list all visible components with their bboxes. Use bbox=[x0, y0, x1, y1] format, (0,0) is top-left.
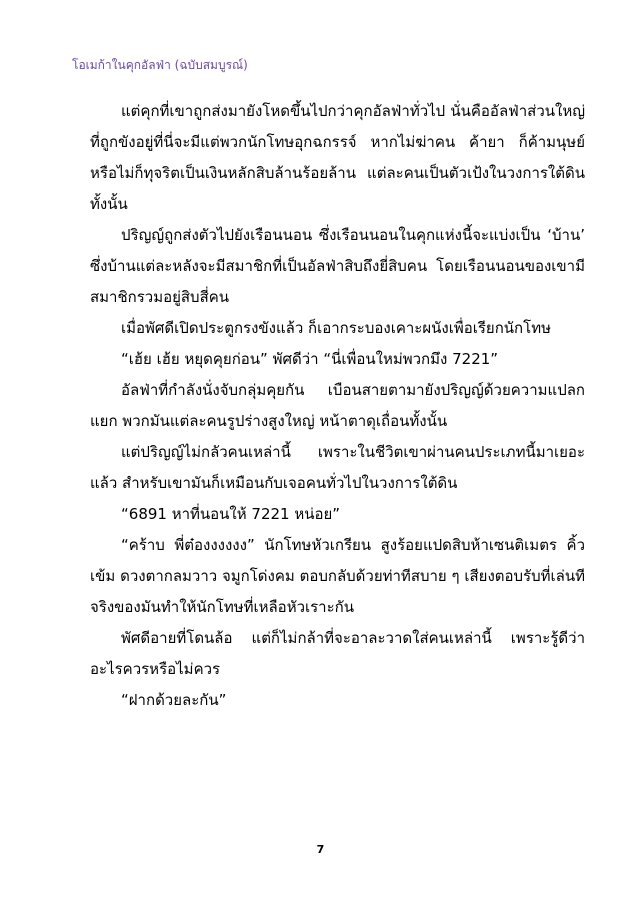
body-text bbox=[90, 96, 585, 716]
paragraph: “คร้าบ พี่ต๋องงงงงง” นักโทษหัวเกรียน สูงร้อยแปดสิบห้าเซนติเมตร คิ้วเข้ม ดวงตากลมวาว จมูกโด่งคม ตอบกลับด้วยท่าทีสบาย ๆ เสียงตอบรับที่เล่นทีจริงของมันทำให้นักโทษที่เหลือหัวเราะกัน bbox=[90, 536, 585, 616]
paragraph: อัลฟ่าที่กำลังนั่งจับกลุ่มคุยกัน เบือนสายตามายังปริญญ์ด้วยความแปลกแยก พวกมันแต่ละคนรูปร่างสูงใหญ่ หน้าตาดุเถื่อนทั้งนั้น bbox=[90, 381, 585, 430]
paragraph: แต่คุกที่เขาถูกส่งมายังโหดขึ้นไปกว่าคุกอัลฟ่าทั่วไป นั่นคืออัลฟ่าส่วนใหญ่ที่ถูกขังอยู่ที่นี่จะมีแต่พวกนักโทษอุกฉกรรจ์ หากไม่ฆ่าคน ค้ายา ก็ค้ามนุษย์ หรือไม่ก็ทุจริตเป็นเงินหลักสิบล้านร้อยล้าน แต่ละคนเป็นตัวเป้งในวงการใต้ดินทั้งนั้น bbox=[90, 102, 585, 213]
page-number: 7 bbox=[316, 843, 325, 856]
paragraph: “เฮ้ย เฮ้ย หยุดคุยก่อน” พัศดีว่า “นี่เพื่อนใหม่พวกมึง 7221” bbox=[121, 350, 499, 368]
paragraph: ปริญญ์ถูกส่งตัวไปยังเรือนนอน ซึ่งเรือนนอนในคุกแห่งนี้จะแบ่งเป็น ‘บ้าน’ ซึ่งบ้านแต่ละหลังจะมีสมาชิกที่เป็นอัลฟ่าสิบถึงยี่สิบคน โดยเรือนนอนของเขามีสมาชิกรวมอยู่สิบสี่คน bbox=[90, 226, 585, 306]
paragraph: “ฝากด้วยละกัน” bbox=[121, 691, 227, 709]
paragraph: “6891 หาที่นอนให้ 7221 หน่อย” bbox=[121, 505, 341, 523]
paragraph: แต่ปริญญ์ไม่กลัวคนเหล่านี้ เพราะในชีวิตเขาผ่านคนประเภทนี้มาเยอะแล้ว สำหรับเขามันก็เหมือนกับเจอคนทั่วไปในวงการใต้ดิน bbox=[90, 443, 585, 492]
paragraph: พัศดีอายที่โดนล้อ แต่ก็ไม่กล้าที่จะอาละวาดใส่คนเหล่านี้ เพราะรู้ดีว่าอะไรควรหรือไม่ควร bbox=[90, 629, 585, 678]
paragraph: เมื่อพัศดีเปิดประตูกรงขังแล้ว ก็เอากระบองเคาะผนังเพื่อเรียกนักโทษ bbox=[121, 319, 551, 337]
running-header: โอเมก้าในคุกอัลฟ่า (ฉบับสมบูรณ์) bbox=[72, 58, 248, 72]
